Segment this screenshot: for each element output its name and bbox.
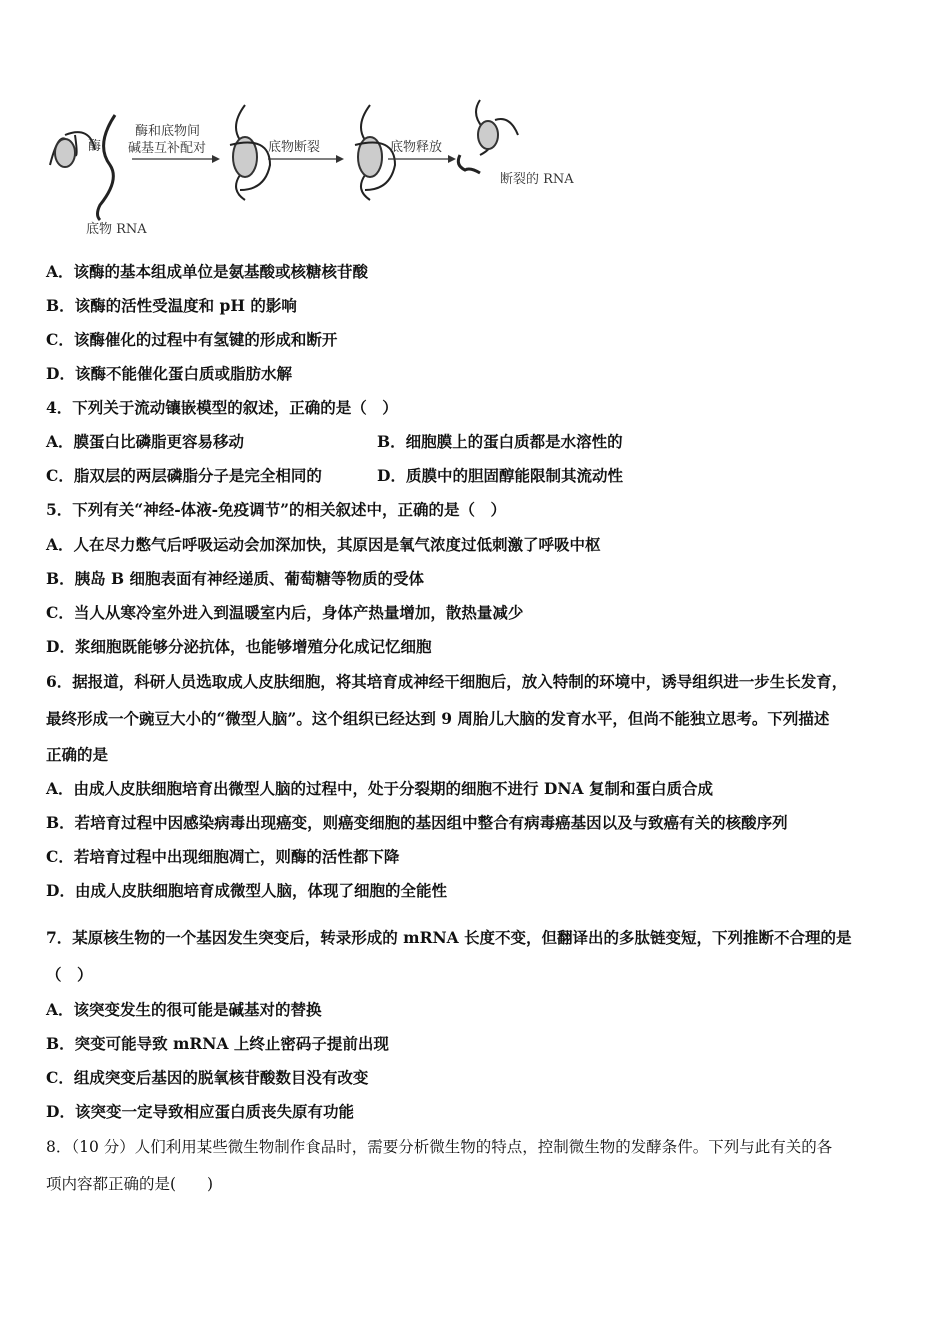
q5-option-a[interactable]: A．人在尽力憋气后呼吸运动会加深加快，其原因是氧气浓度过低刺激了呼吸中枢 [46,535,601,554]
enzyme-label: 酶 [88,139,102,154]
arrow-2 [268,155,344,163]
broken-rna-label: 断裂的 RNA [500,172,574,187]
arrow-1 [132,155,220,163]
q5-option-c[interactable]: C．当人从寒冷室外进入到温暖室内后，身体产热量增加，散热量减少 [46,603,524,622]
q4-option-c[interactable]: C．脂双层的两层磷脂分子是完全相同的 [46,466,322,485]
q3-option-d[interactable]: D．该酶不能催化蛋白质或脂肪水解 [46,364,292,383]
q5-option-d[interactable]: D．浆细胞既能够分泌抗体，也能够增殖分化成记忆细胞 [46,637,432,656]
q7-option-c[interactable]: C．组成突变后基因的脱氧核苷酸数目没有改变 [46,1068,369,1087]
q3-option-b[interactable]: B．该酶的活性受温度和 pH 的影响 [46,296,297,315]
q5-stem: 5．下列有关“神经-体液-免疫调节”的相关叙述中，正确的是（ ） [46,500,506,519]
q7-stem-line-2: （ ） [46,965,93,984]
substrate-rna-strand [98,115,116,220]
ribozyme-stage-4 [476,100,518,155]
arrow1-label-2: 碱基互补配对 [128,141,207,156]
q4-option-a[interactable]: A．膜蛋白比磷脂更容易移动 [46,432,245,451]
q3-option-a[interactable]: A．该酶的基本组成单位是氨基酸或核糖核苷酸 [46,262,369,281]
q7-option-b[interactable]: B．突变可能导致 mRNA 上终止密码子提前出现 [46,1034,389,1053]
q6-option-c[interactable]: C．若培育过程中出现细胞凋亡，则酶的活性都下降 [46,847,400,866]
q4-option-b[interactable]: B．细胞膜上的蛋白质都是水溶性的 [377,432,623,451]
q7-option-a[interactable]: A．该突变发生的很可能是碱基对的替换 [46,1000,322,1019]
arrow-3 [388,155,456,163]
arrow3-label: 底物释放 [390,140,443,155]
arrow1-label-1: 酶和底物间 [135,124,201,139]
enzyme-rna-figure [40,95,600,245]
q6-stem-line-2: 最终形成一个豌豆大小的“微型人脑”。这个组织已经达到 9 周胎儿大脑的发育水平，但尚不能独立思考。下列描述 [46,709,830,728]
q4-stem: 4．下列关于流动镶嵌模型的叙述，正确的是（ ） [46,398,398,417]
q5-option-b[interactable]: B．胰岛 B 细胞表面有神经递质、葡萄糖等物质的受体 [46,569,424,588]
q7-stem-line-1: 7．某原核生物的一个基因发生突变后，转录形成的 mRNA 长度不变，但翻译出的多肽链变短，下列推断不合理的是 [46,928,852,947]
complex-stage-3 [355,105,395,200]
q6-option-a[interactable]: A．由成人皮肤细胞培育出微型人脑的过程中，处于分裂期的细胞不进行 DNA 复制和蛋白质合成 [46,779,713,798]
q6-stem-line-1: 6．据报道，科研人员选取成人皮肤细胞，将其培育成神经干细胞后，放入特制的环境中，诱导组织进一步生长发育， [46,672,848,691]
q6-option-d[interactable]: D．由成人皮肤细胞培育成微型人脑，体现了细胞的全能性 [46,881,447,900]
q6-stem-line-3: 正确的是 [46,745,109,764]
q8-stem-line-2: 项内容都正确的是( ) [46,1175,214,1193]
q7-option-d[interactable]: D．该突变一定导致相应蛋白质丧失原有功能 [46,1102,354,1121]
enzyme-reaction-diagram [40,95,600,245]
complex-stage-2 [230,105,270,200]
substrate-label: 底物 RNA [86,222,147,237]
arrow2-label: 底物断裂 [268,140,321,155]
q6-option-b[interactable]: B．若培育过程中因感染病毒出现癌变，则癌变细胞的基因组中整合有病毒癌基因以及与致癌有关的核酸序列 [46,813,788,832]
q8-stem-line-1: 8．（10 分）人们利用某些微生物制作食品时，需要分析微生物的特点，控制微生物的发酵条件。下列与此有关的各 [46,1138,833,1156]
q4-option-d[interactable]: D．质膜中的胆固醇能限制其流动性 [377,466,623,485]
q3-option-c[interactable]: C．该酶催化的过程中有氢键的形成和断开 [46,330,338,349]
broken-rna-fragment [458,155,480,173]
